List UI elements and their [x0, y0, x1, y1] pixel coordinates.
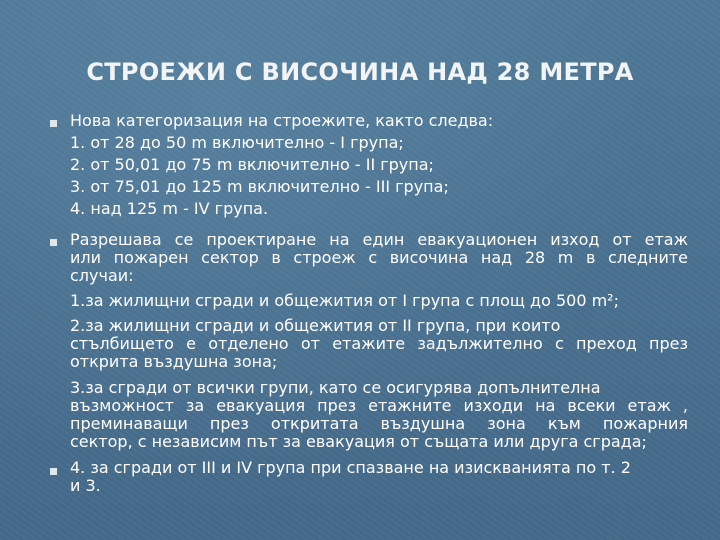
body-line: 1.за жилищни сгради и общежития от I група с площ до 500 m²; — [70, 291, 619, 310]
slide-title: СТРОЕЖИ С ВИСОЧИНА НАД 28 МЕТРА — [86, 58, 634, 86]
bullet-icon — [50, 120, 57, 127]
body-line: 2. от 50,01 до 75 m включително - II група; — [70, 155, 434, 174]
body-line: 1. от 28 до 50 m включително - I група; — [70, 133, 404, 152]
body-line: или пожарен сектор в строеж с височина над 28 m в следните — [70, 248, 688, 267]
body-line: Разрешава се проектиране на един евакуационен изход от етаж — [70, 230, 688, 249]
body-line: 4. над 125 m - IV група. — [70, 199, 269, 218]
body-line: възможност за евакуация през етажните изходи на всеки етаж , — [70, 396, 688, 415]
body-line: сектор, с независим път за евакуация от същата или друга сграда; — [70, 432, 647, 451]
body-line: 3. от 75,01 до 125 m включително - III група; — [70, 177, 449, 196]
body-line: открита въздушна зона; — [70, 352, 278, 371]
body-line: стълбището е отделено от етажите задължително с преход през — [70, 334, 688, 353]
body-line: преминаващи през откритата въздушна зона към пожарния — [70, 414, 688, 433]
body-line: Нова категоризация на строежите, както следва: — [70, 111, 494, 130]
body-line: 3.за сгради от всички групи, като се осигурява допълнителна — [70, 378, 601, 397]
body-line: случаи: — [70, 266, 134, 285]
body-line: 2.за жилищни сгради и общежития от II група, при които — [70, 316, 561, 335]
body-line: и 3. — [70, 476, 101, 495]
bullet-icon — [50, 239, 57, 246]
bullet-icon — [50, 468, 57, 475]
body-line: 4. за сгради от III и IV група при спазване на изискванията по т. 2 — [70, 458, 631, 477]
